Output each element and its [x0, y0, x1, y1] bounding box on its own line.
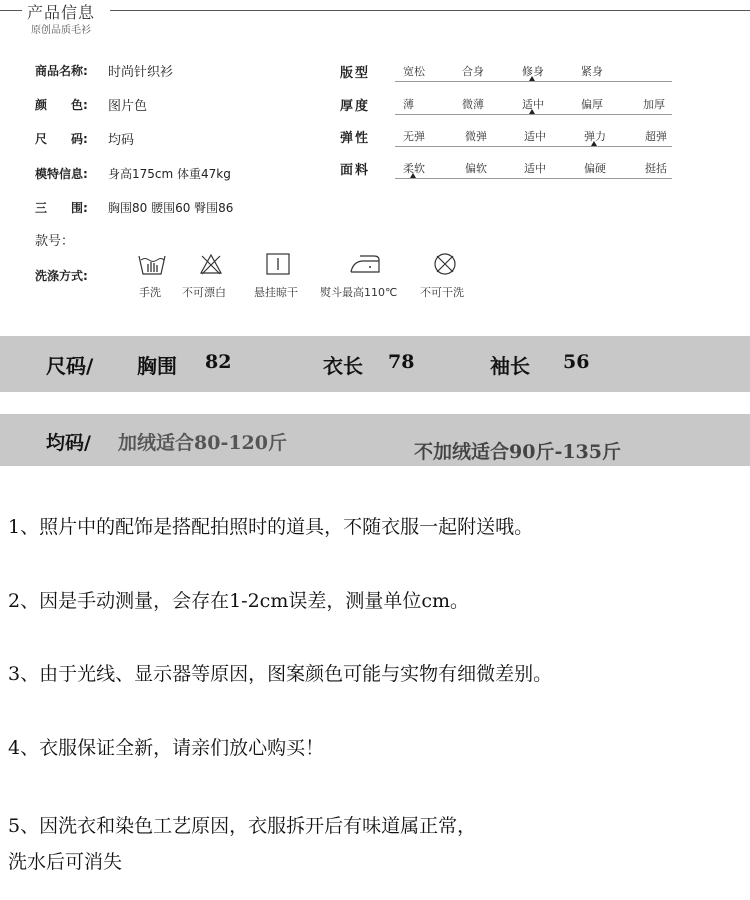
product-name-value: 时尚针织衫	[108, 65, 174, 80]
size-band-label: 尺码/	[46, 354, 94, 378]
chest-label: 胸围	[137, 354, 177, 378]
scale-option: 弹力	[584, 130, 606, 143]
scale-label: 弹性	[340, 131, 371, 146]
note-5: 5、因洗衣和染色工艺原因，衣服拆开后有味道属正常，	[8, 815, 477, 837]
length-label: 衣长	[323, 354, 363, 378]
scale-option: 加厚	[643, 98, 665, 111]
note-2: 2、因是手动测量，会存在1-2cm误差，测量单位cm。	[8, 590, 470, 612]
scale-line	[395, 81, 672, 82]
scale-option: 偏硬	[584, 162, 606, 175]
scale-selected-marker	[591, 141, 597, 146]
note-5-continued: 洗水后可消失	[8, 851, 123, 873]
size-label: 尺 码:	[35, 132, 88, 146]
sleeve-label: 袖长	[490, 354, 530, 378]
header-divider-left	[0, 10, 22, 11]
note-4: 4、衣服保证全新，请亲们放心购买！	[8, 737, 325, 759]
care-text-hang-dry: 悬挂晾干	[254, 286, 298, 299]
scale-option: 无弹	[403, 130, 425, 143]
chest-value: 82	[205, 351, 232, 373]
measurements-value: 胸围80 腰围60 臀围86	[108, 201, 234, 215]
color-value: 图片色	[108, 99, 148, 114]
scale-option: 微薄	[462, 98, 484, 111]
sleeve-value: 56	[563, 351, 590, 373]
scale-selected-marker	[529, 109, 535, 114]
note-3: 3、由于光线、显示器等原因，图案颜色可能与实物有细微差别。	[8, 663, 553, 685]
scale-option: 宽松	[403, 65, 425, 78]
care-text-hand-wash: 手洗	[139, 286, 161, 299]
fit-with-fleece: 加绒适合80-120斤	[118, 432, 287, 454]
scale-option: 超弹	[645, 130, 667, 143]
scale-option: 修身	[522, 65, 544, 78]
scale-option: 适中	[522, 98, 544, 111]
scale-option: 挺括	[645, 162, 667, 175]
scale-option: 偏厚	[581, 98, 603, 111]
scale-option: 紧身	[581, 65, 603, 78]
section-title: 产品信息	[27, 3, 96, 22]
header-divider-right	[110, 10, 750, 11]
scale-line	[395, 146, 672, 147]
hang-dry-icon	[265, 252, 291, 280]
scale-selected-marker	[410, 173, 416, 178]
measurements-label: 三 围:	[35, 201, 88, 215]
care-text-no-dry-clean: 不可干洗	[420, 286, 464, 299]
iron-icon	[348, 252, 382, 280]
note-1: 1、照片中的配饰是搭配拍照时的道具，不随衣服一起附送哦。	[8, 516, 534, 538]
style-number-label: 款号：	[35, 234, 75, 249]
scale-line	[395, 114, 672, 115]
color-label: 颜 色:	[35, 98, 88, 112]
model-info-value: 身高175cm 体重47kg	[108, 167, 231, 181]
hand-wash-icon	[137, 252, 167, 280]
no-dry-clean-icon	[431, 252, 459, 280]
care-label: 洗涤方式:	[35, 269, 88, 283]
section-subtitle: 原创品质毛衫	[31, 25, 91, 36]
scale-label: 面料	[340, 163, 371, 178]
care-text-iron: 熨斗最高110℃	[320, 286, 398, 299]
scale-option: 适中	[524, 162, 546, 175]
fit-without-fleece: 不加绒适合90斤-135斤	[414, 441, 621, 463]
fit-band-label: 均码/	[46, 432, 91, 454]
scale-option: 柔软	[403, 162, 425, 175]
size-band	[0, 336, 750, 392]
size-value: 均码	[108, 133, 135, 148]
scale-option: 薄	[403, 98, 414, 111]
scale-label: 厚度	[340, 99, 371, 114]
scale-option: 适中	[524, 130, 546, 143]
no-bleach-icon	[198, 252, 224, 280]
scale-option: 微弹	[465, 130, 487, 143]
scale-line	[395, 178, 672, 179]
product-name-label: 商品名称:	[35, 64, 88, 78]
care-text-no-bleach: 不可漂白	[182, 286, 226, 299]
model-info-label: 模特信息:	[35, 167, 88, 181]
scale-label: 版型	[340, 66, 371, 81]
scale-option: 合身	[462, 65, 484, 78]
scale-selected-marker	[529, 76, 535, 81]
length-value: 78	[388, 351, 415, 373]
scale-option: 偏软	[465, 162, 487, 175]
fit-band	[0, 414, 750, 466]
